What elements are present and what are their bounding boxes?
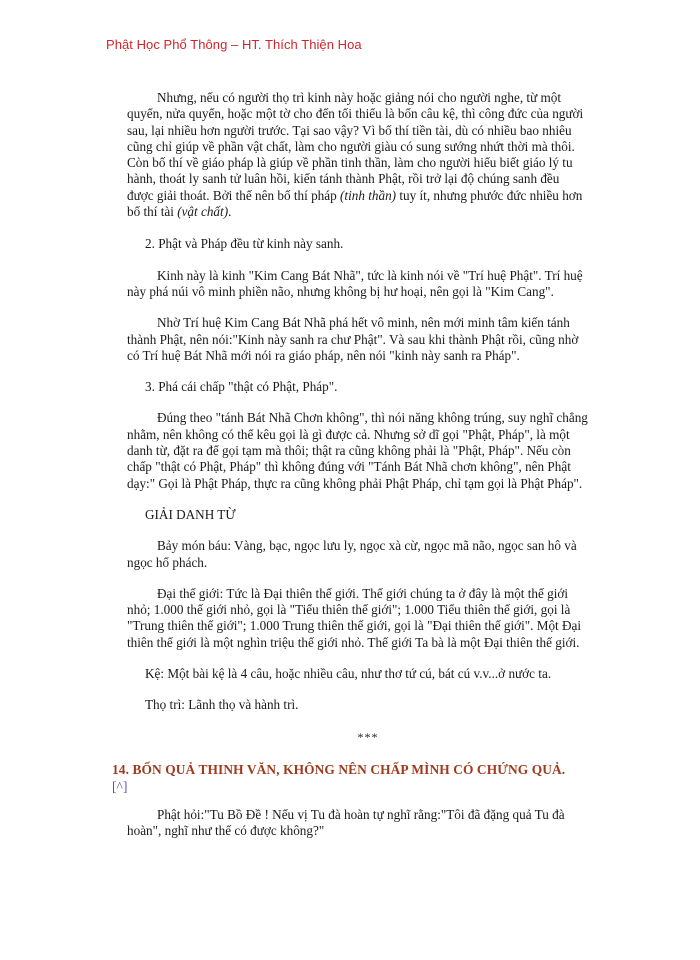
- italic-note: (tinh thần): [340, 187, 397, 203]
- section-separator: ***: [357, 729, 379, 744]
- numbered-point-2: 2. Phật và Pháp đều từ kinh này sanh.: [145, 236, 344, 252]
- page-content: [112, 90, 589, 855]
- back-to-top-link[interactable]: [^]: [112, 778, 128, 794]
- glossary-great-world: Đại thế giới: Tức là Đại thiên thế giới. Thế giới chúng ta ở đây là một thế giới nhỏ; 1.000 thế giới nhỏ, gọi là "Tiểu thiên thế giới"; 1.000 Tiểu thiên thế giới, gọi là "Trung thiên thế giới"; 1.000 Trung thiên thế giới, gọi là "Đại thiên thế giới". Một Đại thiên thế giới là một nghìn triệu thế giới nhỏ. Thế giới Ta bà là một Đại thiên thế giới.: [127, 585, 582, 650]
- paragraph-buddha-asks: Phật hỏi:"Tu Bồ Đề ! Nếu vị Tu đà hoàn tự nghĩ rằng:"Tôi đã đặng quả Tu đà hoàn", nghĩ như thế có được không?": [127, 806, 565, 839]
- section-14-title: 14. BỐN QUẢ THINH VĂN, KHÔNG NÊN CHẤP MÌNH CÓ CHỨNG QUẢ.: [112, 761, 566, 777]
- italic-note: (vật chất): [177, 204, 229, 220]
- paragraph-chon-khong: Đúng theo "tánh Bát Nhã Chơn không", thì nói năng không trúng, suy nghĩ chẳng nhằm, nên không có thể kêu gọi là gì được cả. Nhưng sở dĩ gọi "Phật, Pháp", là một danh từ, đặt ra để gọi tạm mà thôi; thật ra cũng không phải là "Phật, Pháp". Nếu còn chấp "thật có Phật, Pháp" thì không đúng với "Tánh Bát Nhã chơn không", nên Phật dạy:" Gọi là Phật Pháp, thực ra cũng không phải Phật Pháp, chỉ tạm gọi là Phật Pháp".: [127, 410, 588, 491]
- paragraph-text: Nhưng, nếu có người thọ trì kinh này hoặc giảng nói cho người nghe, từ một quyển, nửa quyển, hoặc một tờ cho đến tối thiểu là bốn câu kệ, thì công đức của người sau, lại nhiều hơn người trước. Tại sao vậy? Vì bố thí tiền tài, dù có nhiều bao nhiêu cũng chỉ giúp về phần vật chất, làm cho người giàu có sung sướng nhứt thời mà thôi. Còn bố thí về giáo pháp là giúp về phần tinh thần, làm cho người hiểu biết giáo lý tu hành, thoát ly sanh tử luân hồi, kiến tánh thành Phật, rồi trở lại độ chúng sanh đều được giải thoát. Bởi thế nên bố thí pháp: [127, 90, 584, 203]
- paragraph-text: .: [228, 204, 232, 220]
- glossary-tho-tri: Thọ trì: Lãnh thọ và hành trì.: [145, 697, 299, 713]
- glossary-heading: GIẢI DANH TỪ: [145, 506, 236, 522]
- glossary-ke: Kệ: Một bài kệ là 4 câu, hoặc nhiều câu, như thơ tứ cú, bát cú v.v...ở nước ta.: [145, 666, 552, 682]
- paragraph-kim-cang: Kinh này là kinh "Kim Cang Bát Nhã", tức là kinh nói về "Trí huệ Phật". Trí huệ này phá núi vô minh phiền não, nhưng không bị hư hoại, nên gọi là "Kim Cang".: [127, 267, 583, 299]
- paragraph-merit-of-dharma-giving: [127, 90, 589, 220]
- numbered-point-3: 3. Phá cái chấp "thật có Phật, Pháp".: [145, 379, 338, 395]
- paragraph-tri-hue: Nhờ Trí huệ Kim Cang Bát Nhã phá hết vô minh, nên mới minh tâm kiến tánh thành Phật, nên nói:"Kinh này sanh ra chư Phật". Và sau khi thành Phật rồi, cũng nhờ có Trí huệ Bát Nhã mới nói ra giáo pháp, nên nói "kinh này sanh ra Pháp".: [127, 315, 579, 363]
- running-header: Phật Học Phổ Thông – HT. Thích Thiện Hoa: [106, 37, 362, 52]
- paragraph-text: tuy ít, nhưng phước đức nhiều hơn bố thí tài: [127, 187, 583, 220]
- section-14-heading: [112, 761, 589, 795]
- glossary-seven-treasures: Bảy món báu: Vàng, bạc, ngọc lưu ly, ngọc xà cừ, ngọc mã não, ngọc san hô và ngọc hổ phách.: [127, 538, 577, 570]
